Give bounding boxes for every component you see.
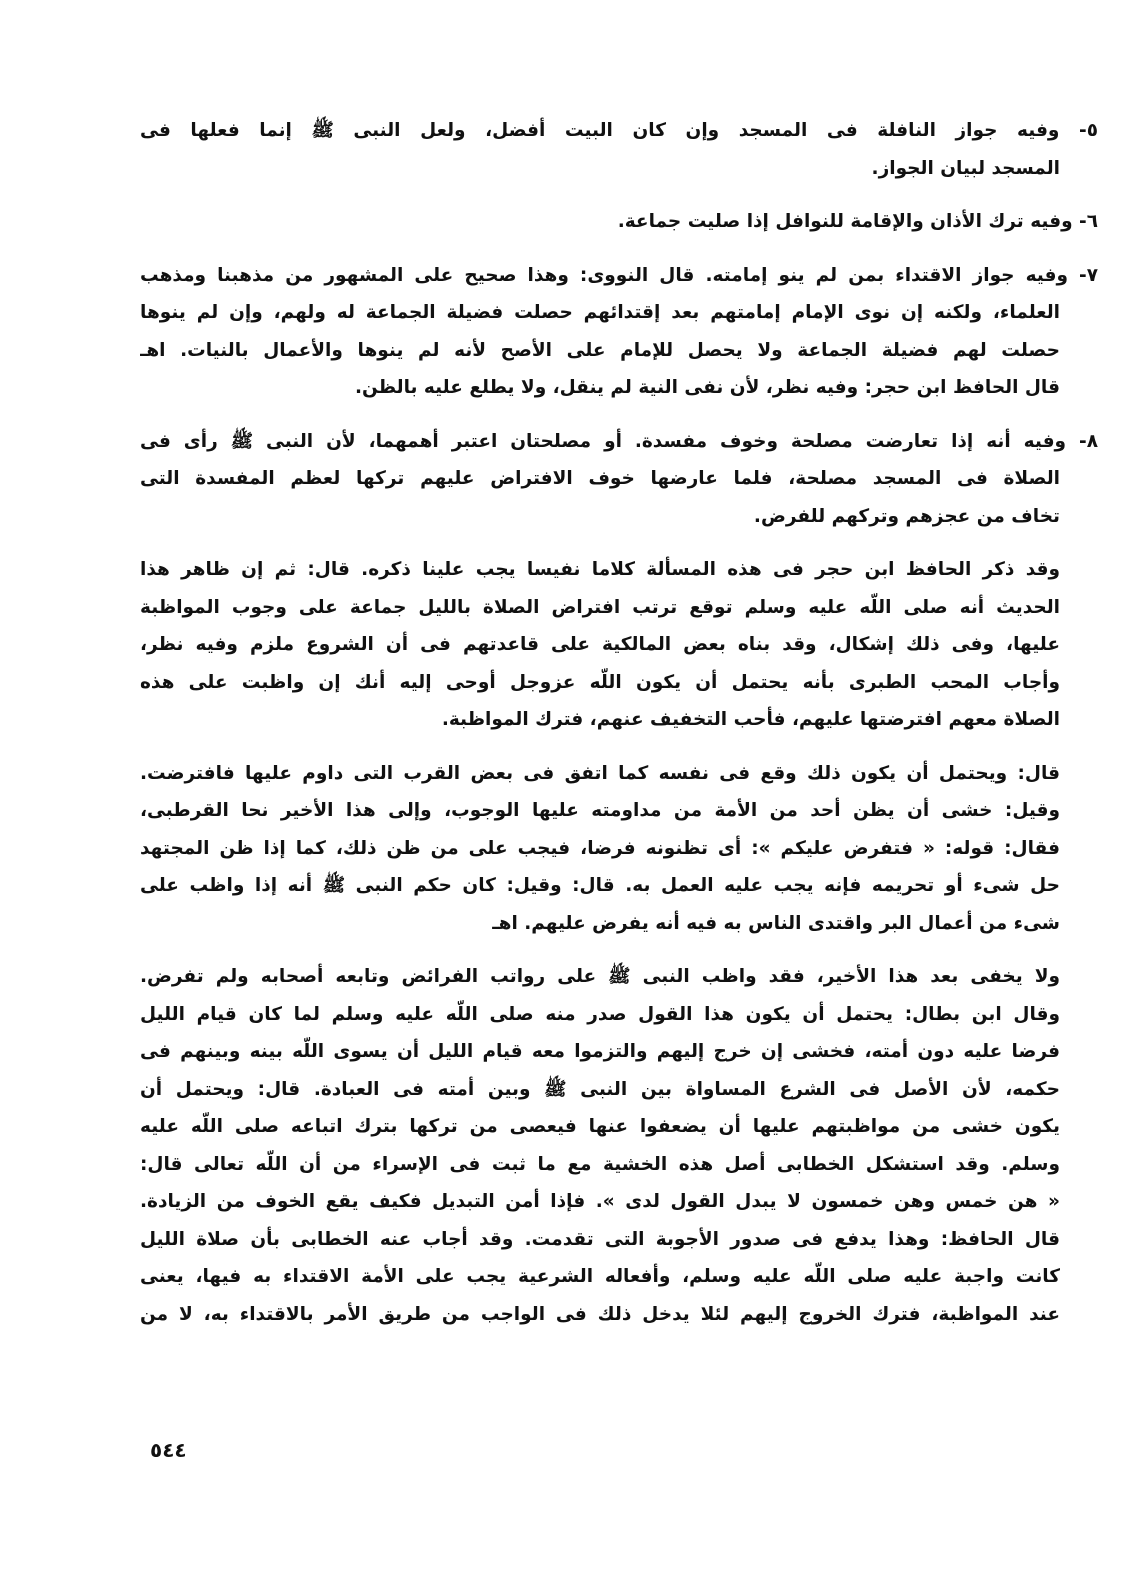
text-line: ٨- وفيه أنه إذا تعارضت مصلحة وخوف مفسدة. أو مصلحتان اعتبر أهمهما، لأن النبى ﷺ رأى فى (140, 430, 1098, 452)
text-line: وأجاب المحب الطبرى بأنه يحتمل أن يكون اللّه عزوجل أوحى إليه أنك إن واظبت على هذه (140, 671, 1060, 693)
text-line: فرضا عليه دون أمته، فخشى إن خرج إليهم والتزموا معه قيام الليل أن يسوى اللّه بينه وبينهم فى (140, 1041, 1060, 1062)
text-line: فقال: قوله: « فتفرض عليكم »: أى تظنونه فرضا، فيجب على من ظن ذلك، كما إذا ظن المجتهد (140, 837, 1060, 859)
text-line: وقال ابن بطال: يحتمل أن يكون هذا القول صدر منه صلى اللّه عليه وسلم لما كان قيام الليل (140, 1003, 1060, 1025)
text-line: قال: ويحتمل أن يكون ذلك وقع فى نفسه كما اتفق فى بعض القرب التى داوم عليها فافترضت. (140, 762, 1060, 784)
text-line: عند المواظبة، فترك الخروج إليهم لئلا يدخل ذلك فى الواجب من طريق الأمر بالاقتداء به، لا من (140, 1303, 1060, 1325)
text-line: حل شىء أو تحريمه فإنه يجب عليه العمل به. قال: وقيل: كان حكم النبى ﷺ أنه إذا واظب على (140, 875, 1060, 896)
text-line: الحديث أنه صلى اللّه عليه وسلم توقع ترتب افتراض الصلاة بالليل جماعة على وجوب المواظبة (140, 596, 1060, 618)
list-item-7 (140, 257, 1098, 407)
text-line: المسجد لبيان الجواز. (871, 157, 1060, 179)
text-line: وقد ذكر الحافظ ابن حجر فى هذه المسألة كلاما نفيسا يجب علينا ذكره. قال: ثم إن ظاهر هذا (140, 559, 1060, 580)
text-line: شىء من أعمال البر واقتدى الناس به فيه أنه يفرض عليهم. اهـ (492, 912, 1060, 934)
text-line: « هن خمس وهن خمسون لا يبدل القول لدى ». فإذا أمن التبديل فكيف يقع الخوف من الزيادة. (140, 1191, 1060, 1212)
list-item-5 (140, 112, 1098, 187)
text-line: كانت واجبة عليه صلى اللّه عليه وسلم، وأفعاله الشرعية يجب على الأمة الاقتداء به فيها، يعنى (140, 1266, 1060, 1287)
text-line: ٥- وفيه جواز النافلة فى المسجد وإن كان البيت أفضل، ولعل النبى ﷺ إنما فعلها فى (140, 120, 1098, 141)
text-line: قال الحافظ: وهذا يدفع فى صدور الأجوبة التى تقدمت. وقد أجاب عنه الخطابى بأن صلاة الليل (140, 1228, 1060, 1250)
page-number: ٥٤٤ (150, 1438, 187, 1462)
text-line: يكون خشى من مواظبتهم عليها أن يضعفوا عنها فيعصى من تركها بترك اتباعه صلى اللّه عليه (140, 1116, 1060, 1137)
text-line: حصلت لهم فضيلة الجماعة ولا يحصل للإمام على الأصح لأنه لم ينوها والأعمال بالنيات. اهـ (140, 339, 1060, 361)
text-line: الصلاة معهم افترضتها عليهم، فأحب التخفيف عنهم، فترك المواظبة. (441, 709, 1060, 730)
text-line: وسلم. وقد استشكل الخطابى أصل هذه الخشية مع ما ثبت فى الإسراء من أن اللّه تعالى قال: (140, 1153, 1060, 1175)
page-body (140, 112, 1098, 1349)
text-line: وقيل: خشى أن يظن أحد من الأمة من مداومته عليها الوجوب، وإلى هذا الأخير نحا القرطبى، (140, 800, 1060, 821)
list-item-8 (140, 423, 1098, 536)
text-line: الصلاة فى المسجد مصلحة، فلما عارضها خوف الافتراض عليهم تركها لعظم المفسدة التى (140, 468, 1060, 489)
text-line: ولا يخفى بعد هذا الأخير، فقد واظب النبى ﷺ على رواتب الفرائض وتابعه أصحابه ولم تفرض. (140, 966, 1060, 987)
text-line: حكمه، لأن الأصل فى الشرع المساواة بين النبى ﷺ وبين أمته فى العبادة. قال: ويحتمل أن (140, 1078, 1060, 1100)
paragraph-1 (140, 551, 1060, 739)
text-line: ٧- وفيه جواز الاقتداء بمن لم ينو إمامته. قال النووى: وهذا صحيح على المشهور من مذهبنا ومذهب (140, 264, 1098, 286)
text-line: العلماء، ولكنه إن نوى الإمام إمامتهم بعد إقتدائهم حصلت فضيلة الجماعة له ولهم، وإن لم ينوها (140, 302, 1060, 323)
text-line: قال الحافظ ابن حجر: وفيه نظر، لأن نفى النية لم ينقل، ولا يطلع عليه بالظن. (354, 377, 1060, 398)
paragraph-2 (140, 755, 1060, 943)
text-line: ٦- وفيه ترك الأذان والإقامة للنوافل إذا صليت جماعة. (617, 211, 1098, 232)
paragraph-3 (140, 958, 1060, 1333)
text-line: عليها، وفى ذلك إشكال، وقد بناه بعض المالكية على قاعدتهم فى أن الشروع ملزم وفيه نظر، (140, 634, 1060, 655)
text-line: تخاف من عجزهم وتركهم للفرض. (753, 505, 1060, 527)
list-item-6 (140, 203, 1098, 241)
